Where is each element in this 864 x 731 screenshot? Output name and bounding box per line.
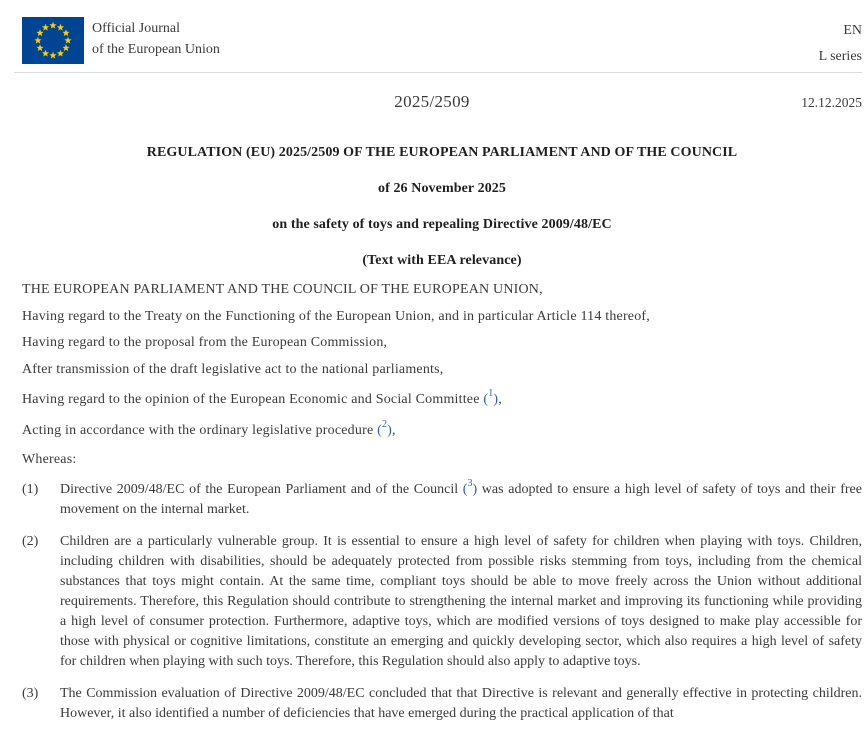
recital-item-3 bbox=[22, 684, 862, 724]
journal-title-line1: Official Journal bbox=[92, 21, 180, 36]
page-header bbox=[0, 0, 864, 72]
journal-brand bbox=[92, 18, 220, 60]
recitals-list bbox=[0, 480, 864, 724]
recital-text: The Commission evaluation of Directive 2009/48/EC concluded that that Directive is relevant and generally effective in protecting children. However, it also identified a number of deficiencies that have emerged during the practical application of that bbox=[60, 685, 862, 721]
journal-title-line2: of the European Union bbox=[92, 42, 220, 57]
recital-number: (1) bbox=[22, 481, 39, 497]
citation-proposal: Having regard to the proposal from the European Commission, bbox=[22, 335, 388, 350]
series-label: L series bbox=[818, 49, 862, 64]
title-block bbox=[0, 144, 864, 269]
masthead-row bbox=[0, 92, 864, 114]
citation-opinion: Having regard to the opinion of the European Economic and Social Committee ($^1$), bbox=[22, 388, 502, 407]
eu-flag-logo bbox=[22, 17, 84, 64]
recital-item-1 bbox=[22, 480, 862, 520]
recital-number: (3) bbox=[22, 685, 39, 701]
preamble bbox=[0, 281, 864, 468]
regulation-subject-line: on the safety of toys and repealing Directive 2009/48/EC bbox=[272, 217, 612, 232]
header-divider bbox=[14, 72, 862, 73]
footnote-ref-2[interactable]: ($^2$) bbox=[377, 419, 393, 438]
eea-relevance-note: (Text with EEA relevance) bbox=[362, 253, 522, 268]
document-number: 2025/2509 bbox=[394, 92, 470, 111]
recital-text: Directive 2009/48/EC of the European Parliament and of the Council ($^3$) was adopted to ensure a high level of safety of toys and their free movement on the internal market. bbox=[60, 478, 862, 517]
header-right-block bbox=[819, 18, 862, 70]
regulation-date-line: of 26 November 2025 bbox=[377, 181, 506, 196]
regulation-title: REGULATION (EU) 2025/2509 OF THE EUROPEAN PARLIAMENT AND OF THE COUNCIL bbox=[146, 145, 738, 160]
recital-text: Children are a particularly vulnerable group. It is essential to ensure a high level of safety for children when playing with toys. Children, including children with disabilities, should be adequately protected from possible risks stemming from toys, including from the chemical substances that toys might contain. At the same time, compliant toys should be able to move freely across the Union without additional requirements. Therefore, this Regulation should contribute to strengthening the internal market and improving its functioning while providing a high level of consumer protection. Furthermore, adaptive toys, which are modified versions of toys designed to make play accessible for those with physical or cognitive limitations, constitute an emerging and quickly developing sector, which also requires a high level of safety for children when playing with such toys. Therefore, this Regulation should also apply to adaptive toys. bbox=[60, 533, 862, 669]
recital-item-2 bbox=[22, 532, 862, 672]
footnote-ref-3[interactable]: ($^3$) bbox=[462, 478, 478, 497]
enacting-formula: THE EUROPEAN PARLIAMENT AND THE COUNCIL OF THE EUROPEAN UNION, bbox=[22, 282, 543, 297]
citation-procedure: Acting in accordance with the ordinary legislative procedure ($^2$), bbox=[22, 419, 396, 438]
whereas-label: Whereas: bbox=[22, 451, 77, 467]
language-code: EN bbox=[843, 23, 862, 38]
citation-treaty: Having regard to the Treaty on the Functioning of the European Union, and in particular Article 114 thereof, bbox=[22, 308, 650, 324]
footnote-ref-1[interactable]: ($^1$) bbox=[483, 388, 499, 407]
recital-number: (2) bbox=[22, 533, 39, 549]
publication-date: 12.12.2025 bbox=[801, 95, 862, 110]
citation-transmission: After transmission of the draft legislative act to the national parliaments, bbox=[22, 361, 444, 377]
